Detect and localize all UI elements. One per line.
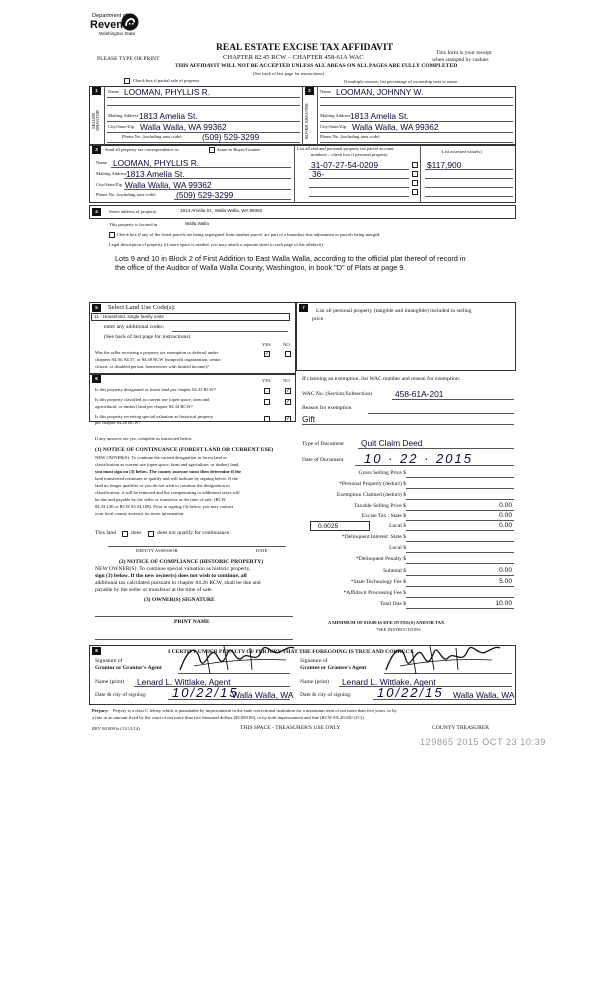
wac-value[interactable]: 458-61A-201: [395, 389, 444, 399]
gross-price-label: Gross Selling Price $: [358, 470, 406, 476]
parcel-2[interactable]: 36-: [312, 169, 325, 179]
reason-label: Reason for exemption: [302, 405, 352, 411]
doc-date-value[interactable]: 10 · 22 · 2015: [364, 451, 473, 466]
receipt-stamp: 129865 2015 OCT 23 10:39: [420, 737, 546, 747]
forest-q3-2: per chapter 84.26 RCW?: [95, 420, 141, 425]
grantee-signature-icon: [382, 640, 502, 680]
delinquent-interest-label: *Delinquent Interest: State $: [341, 534, 406, 540]
perjury-line-2: a fine in an amount fixed by the court of not more than five thousand dollars ($5,000.00), or by both imprisonment and fine (RCW 9A.20.020 (1C)).: [92, 715, 365, 720]
parcel-1[interactable]: 31-07-27-54-0209: [311, 160, 379, 170]
reason-value[interactable]: Gift: [302, 414, 316, 424]
does-label: does: [131, 530, 142, 536]
grantor-date-label: Date & city of signing:: [95, 692, 147, 698]
street-address[interactable]: 1813 Amelia St., Walla Walla, WA 99362: [180, 208, 263, 213]
continuance-line-9: your local county assessor for more information.: [95, 511, 185, 516]
print-note: PLEASE TYPE OR PRINT: [97, 56, 160, 62]
seller-city-label: City/State/Zip: [108, 124, 135, 129]
historic-line-3: additional tax calculated pursuant to chapter 84.26 RCW, shall be due and: [95, 580, 261, 586]
buyer-name-label: Name: [320, 89, 331, 94]
grantor-sig-label-2: Grantor or Grantor's Agent: [95, 665, 162, 671]
buyer-city-label: City/State/Zip: [320, 124, 347, 129]
land-use-code-field[interactable]: [91, 313, 290, 321]
forest-q3-1: Is this property receiving special valuation as historical property: [95, 414, 214, 419]
seller-name-label: Name: [108, 89, 119, 94]
grantor-date[interactable]: 10/22/15: [172, 685, 239, 700]
excise-state-label: Excise Tax : State $: [361, 513, 406, 519]
excise-state-value[interactable]: 0.00: [499, 512, 512, 519]
grantee-print-name[interactable]: Lenard L. Wittlake, Agent: [342, 677, 436, 687]
buyer-mail[interactable]: 1813 Amelia St.: [350, 111, 409, 121]
corr-city-label: City/State/Zip: [96, 182, 123, 187]
continuance-title: (1) NOTICE OF CONTINUANCE (FOREST LAND OR CURRENT USE): [95, 447, 274, 453]
grantor-sig-label-1: Signature of: [95, 658, 123, 664]
see-instructions: *SEE INSTRUCTIONS: [376, 627, 421, 632]
same-as-label: Same as Buyer/Grantee: [217, 147, 261, 152]
parcel-personal-checkbox-4[interactable]: [412, 189, 418, 195]
street-label: Street address of property:: [109, 209, 158, 214]
seller-tag: SELLER GRANTOR: [91, 110, 101, 132]
land-use-see-back: (See back of last page for instructions): [104, 334, 191, 340]
corr-mail[interactable]: 1813 Amelia St.: [126, 169, 185, 179]
exemption-q-2: chapters 84.36, 84.37, or 84.38 RCW (nonprofit organization, senior: [95, 357, 221, 362]
forest-no: NO: [283, 378, 290, 383]
grantee-city[interactable]: Walla Walla, WA: [453, 690, 515, 700]
section-2-badge: 2: [305, 87, 314, 95]
minimum-note: A MINIMUM OF $10.00 IS DUE IN FEE(S) AND/OR TAX: [328, 620, 445, 625]
exemption-deduct-label: Exemption Claimed (deduct) $: [336, 492, 406, 498]
section-4-badge: 4: [92, 208, 101, 216]
grantor-print-label: Name (print): [95, 679, 125, 685]
subtotal-label: Subtotal $: [383, 568, 406, 574]
grantor-print-name[interactable]: Lenard L. Wittlake, Agent: [137, 677, 231, 687]
exemption-q-1: Was the seller receiving a property tax exemption or deferral under: [95, 350, 219, 355]
forest-q1: Is this property designated as forest land per chapter 84.33 RCW?: [95, 387, 217, 392]
segregated-checkbox[interactable]: [109, 232, 115, 238]
forest-instr: If any answers are yes, complete as instructed below.: [95, 436, 193, 441]
grantee-sig-label-2: Grantee or Grantee's Agent: [300, 665, 367, 671]
continuance-line-5: land no longer qualifies or you do not wish to continue the designation or: [95, 483, 230, 488]
located-label: This property is located in: [109, 222, 158, 227]
exemption-q-3: citizen, or disabled person, homeowner with limited income)?: [95, 364, 209, 369]
deputy-assessor-label: DEPUTY ASSESSOR: [136, 548, 178, 553]
corr-city[interactable]: Walla Walla, WA 99362: [125, 180, 212, 190]
affidavit-fee-label: *Affidavit Processing Fee $: [343, 590, 406, 596]
parcel-header-2: numbers – check box if personal property: [311, 152, 388, 157]
does-not-checkbox[interactable]: [148, 531, 154, 537]
subtotal-value[interactable]: 0.00: [499, 567, 512, 574]
buyer-mail-label: Mailing Address: [320, 113, 351, 118]
continuance-line-4: land transferred continues to qualify and will indicate by signing below. If the: [95, 476, 238, 481]
taxable-price-value[interactable]: 0.00: [499, 502, 512, 509]
county-treasurer-label: COUNTY TREASURER: [432, 725, 490, 731]
grantee-sig-label-1: Signature of: [300, 658, 328, 664]
section-6-badge: 6: [92, 375, 101, 383]
treasurer-use-label: THIS SPACE - TREASURER'S USE ONLY: [240, 725, 341, 731]
perjury-label: Perjury:: [92, 708, 109, 713]
forest-q2-1: Is this property classified as current use (open space, farm and: [95, 397, 210, 402]
delinquent-penalty-label: *Delinquent Penalty $: [355, 556, 406, 562]
dept-line3: Washington State: [99, 31, 136, 36]
tech-fee-value[interactable]: 5.00: [499, 578, 512, 585]
form-title: REAL ESTATE EXCISE TAX AFFIDAVIT: [216, 43, 394, 53]
buyer-tag: BUYER GRANTEE: [304, 103, 309, 139]
form-warning: THIS AFFIDAVIT WILL NOT BE ACCEPTED UNLESS ALL AREAS ON ALL PAGES ARE FULLY COMPLETED: [175, 63, 458, 69]
exemption-yes-checkbox[interactable]: ✓: [265, 351, 270, 357]
corr-mail-label: Mailing Address: [96, 171, 127, 176]
certify-text: I CERTIFY UNDER PENALTY OF PERJURY THAT THE FOREGOING IS TRUE AND CORRECT.: [168, 649, 415, 655]
section-7-badge: 7: [299, 304, 308, 312]
section-8-badge: 8: [92, 647, 101, 655]
excise-local-label: Local $: [389, 523, 406, 529]
land-use-title: Select Land Use Code(s):: [108, 304, 176, 311]
forest-q1-no-checkbox[interactable]: ✓: [286, 388, 291, 394]
dept-line1: Department of: [92, 13, 128, 19]
historic-line-1: NEW OWNER(S): To continue special valuation as historic property,: [95, 566, 251, 572]
receipt-note-1: This form is your receipt: [436, 50, 492, 56]
parcel-personal-checkbox-2[interactable]: [412, 171, 418, 177]
seller-name[interactable]: LOOMAN, PHYLLIS R.: [124, 87, 211, 97]
land-use-code: 11 - Household, single family units: [94, 314, 164, 319]
see-back: (See back of last page for instructions): [253, 71, 324, 76]
legal-line-2[interactable]: the office of the Auditor of Walla Walla County, Washington, in book "D" of Plats at page 9.: [115, 263, 406, 272]
parcel-personal-checkbox-1[interactable]: [412, 162, 418, 168]
seller-phone-label: Phone No. (including area code): [122, 134, 182, 139]
does-not-label: does not qualify for continuance.: [157, 530, 231, 536]
assessed-1[interactable]: $117,900: [427, 160, 462, 170]
same-as-buyer-checkbox[interactable]: [209, 147, 215, 153]
located-value[interactable]: Walla Walla: [185, 221, 209, 226]
corr-name-label: Name: [96, 160, 107, 165]
seller-mail-label: Mailing Address: [108, 113, 139, 118]
dept-line2: Revenue: [90, 19, 136, 31]
forest-q2-yes-checkbox[interactable]: [264, 399, 270, 405]
continuance-line-8: 84.33.140 or RCW 84.34.108). Prior to signing (3) below, you may contact: [95, 504, 234, 509]
land-qualify-label: This land: [95, 530, 116, 536]
personal-deduct-label: *Personal Property (deduct) $: [339, 481, 406, 487]
does-checkbox[interactable]: [122, 531, 128, 537]
corr-name[interactable]: LOOMAN, PHYLLIS R.: [113, 158, 200, 168]
owner-signature-title: (3) OWNER(S) SIGNATURE: [144, 597, 215, 603]
total-due-label: Total Due $: [379, 601, 406, 607]
section-1-badge: 1: [92, 87, 101, 95]
partial-sale-checkbox[interactable]: [124, 78, 130, 84]
taxable-price-label: Taxable Selling Price $: [354, 503, 406, 509]
grantee-date[interactable]: 10/22/15: [377, 685, 444, 700]
corr-phone-label: Phone No. (including area code): [96, 192, 156, 197]
legal-label: Legal description of property (if more space is needed, you may attach a separate sheet to each page of the affidavit): [109, 242, 323, 247]
send-label: Send all property tax correspondence to:: [105, 147, 180, 152]
continuance-line-6: classification, it will be removed and the compensating or additional taxes will: [95, 490, 240, 495]
section-5-badge: 5: [92, 304, 101, 312]
forest-q3-yes-checkbox[interactable]: [264, 416, 270, 422]
multiple-owners-note: If multiple owners, list percentage of ownership next to name.: [344, 79, 459, 84]
buyer-phone-label: Phone No. (including area code): [320, 134, 380, 139]
personal-text-2: price.: [312, 316, 325, 322]
personal-text-1: List all personal property (tangible and intangible) included in selling: [316, 308, 472, 314]
land-use-yes: YES: [262, 342, 271, 347]
historic-title: (2) NOTICE OF COMPLIANCE (HISTORIC PROPERTY): [119, 559, 264, 565]
corr-phone[interactable]: (509) 529-3299: [176, 190, 234, 200]
perjury-line-1: Perjury is a class C felony which is punishable by imprisonment in the state correctional institution for a maximum term of not more than five years, or by: [113, 708, 397, 713]
grantee-date-label: Date & city of signing:: [300, 692, 352, 698]
parcel-personal-checkbox-3[interactable]: [412, 180, 418, 186]
forest-yes: YES: [262, 378, 271, 383]
exemption-no-checkbox[interactable]: [285, 351, 291, 357]
seller-city[interactable]: Walla Walla, WA 99362: [140, 122, 227, 132]
delinquent-local-label: Local $: [389, 545, 406, 551]
forest-q2-no-checkbox[interactable]: ✓: [286, 399, 291, 405]
segregated-note: Check box if any of the listed parcels are being segregated from another parcel, are part of a boundary line adjustment or parcels being merged.: [117, 232, 381, 237]
parcel-header-1: List all real and personal property tax parcel account: [297, 146, 394, 151]
receipt-note-2: when stamped by cashier.: [432, 57, 490, 63]
doc-date-label: Date of Document: [302, 457, 344, 463]
land-use-no: NO: [283, 342, 290, 347]
forest-q2-2: agricultural, or timber) land per chapter 84.34 RCW?: [95, 404, 193, 409]
continuance-line-1: NEW OWNER(S): To continue the current designation as forest land or: [95, 455, 227, 460]
legal-line-1[interactable]: Lots 9 and 10 in Block 2 of First Addition to East Walla Walla, according to the official plat thereof of record in: [115, 254, 466, 263]
exemption-claim-label: If claiming an exemption, list WAC number and reason for exemption:: [302, 376, 461, 382]
continuance-line-3: you must sign on (3) below. The county assessor must then determine if the: [95, 469, 242, 474]
wac-label: WAC No. (Section/Subsection): [302, 391, 373, 397]
continuance-line-7: be due and payable by the seller or transferor at the time of sale. (RCW: [95, 497, 227, 502]
buyer-name[interactable]: LOOMAN, JOHNNY W.: [336, 87, 424, 97]
deputy-date-label: DATE: [256, 548, 268, 553]
print-name-label: PRINT NAME: [174, 619, 210, 625]
grantee-print-label: Name (print): [300, 679, 330, 685]
grantor-city[interactable]: Walla Walla, WA: [232, 690, 294, 700]
excise-local-value[interactable]: 0.00: [499, 522, 512, 529]
local-rate-value: 0.0025: [318, 522, 339, 530]
forest-q1-yes-checkbox[interactable]: [264, 388, 270, 394]
total-due-value[interactable]: 10.00: [495, 600, 512, 607]
seller-phone[interactable]: (509) 529-3299: [202, 132, 260, 142]
assessed-header: List assessed value(s): [442, 149, 482, 154]
tech-fee-label: *State Technology Fee $: [350, 579, 406, 585]
doc-type-label: Type of Document: [302, 441, 344, 447]
historic-line-2: sign (3) below. If the new owner(s) does not wish to continue, all: [95, 573, 247, 579]
historic-line-4: payable by the seller or transferor at the time of sale.: [95, 587, 213, 593]
doc-type-value[interactable]: Quit Claim Deed: [361, 438, 423, 448]
partial-sale-label: Check box if partial sale of property: [133, 78, 200, 83]
seller-mail[interactable]: 1813 Amelia St.: [139, 111, 198, 121]
continuance-line-2: classification as current use (open space, farm and agriculture, or timber) land,: [95, 462, 240, 467]
grantor-signature-icon: [176, 640, 296, 680]
section-3-badge: 3: [92, 146, 101, 154]
rev-number: REV 84 0001a (12/12/14): [92, 726, 140, 731]
form-chapters: CHAPTER 82.45 RCW – CHAPTER 458-61A WAC: [223, 54, 364, 61]
additional-codes-label: enter any additional codes:: [104, 324, 165, 330]
buyer-city[interactable]: Walla Walla, WA 99362: [352, 122, 439, 132]
forest-q3-no-checkbox[interactable]: ✓: [286, 416, 291, 422]
